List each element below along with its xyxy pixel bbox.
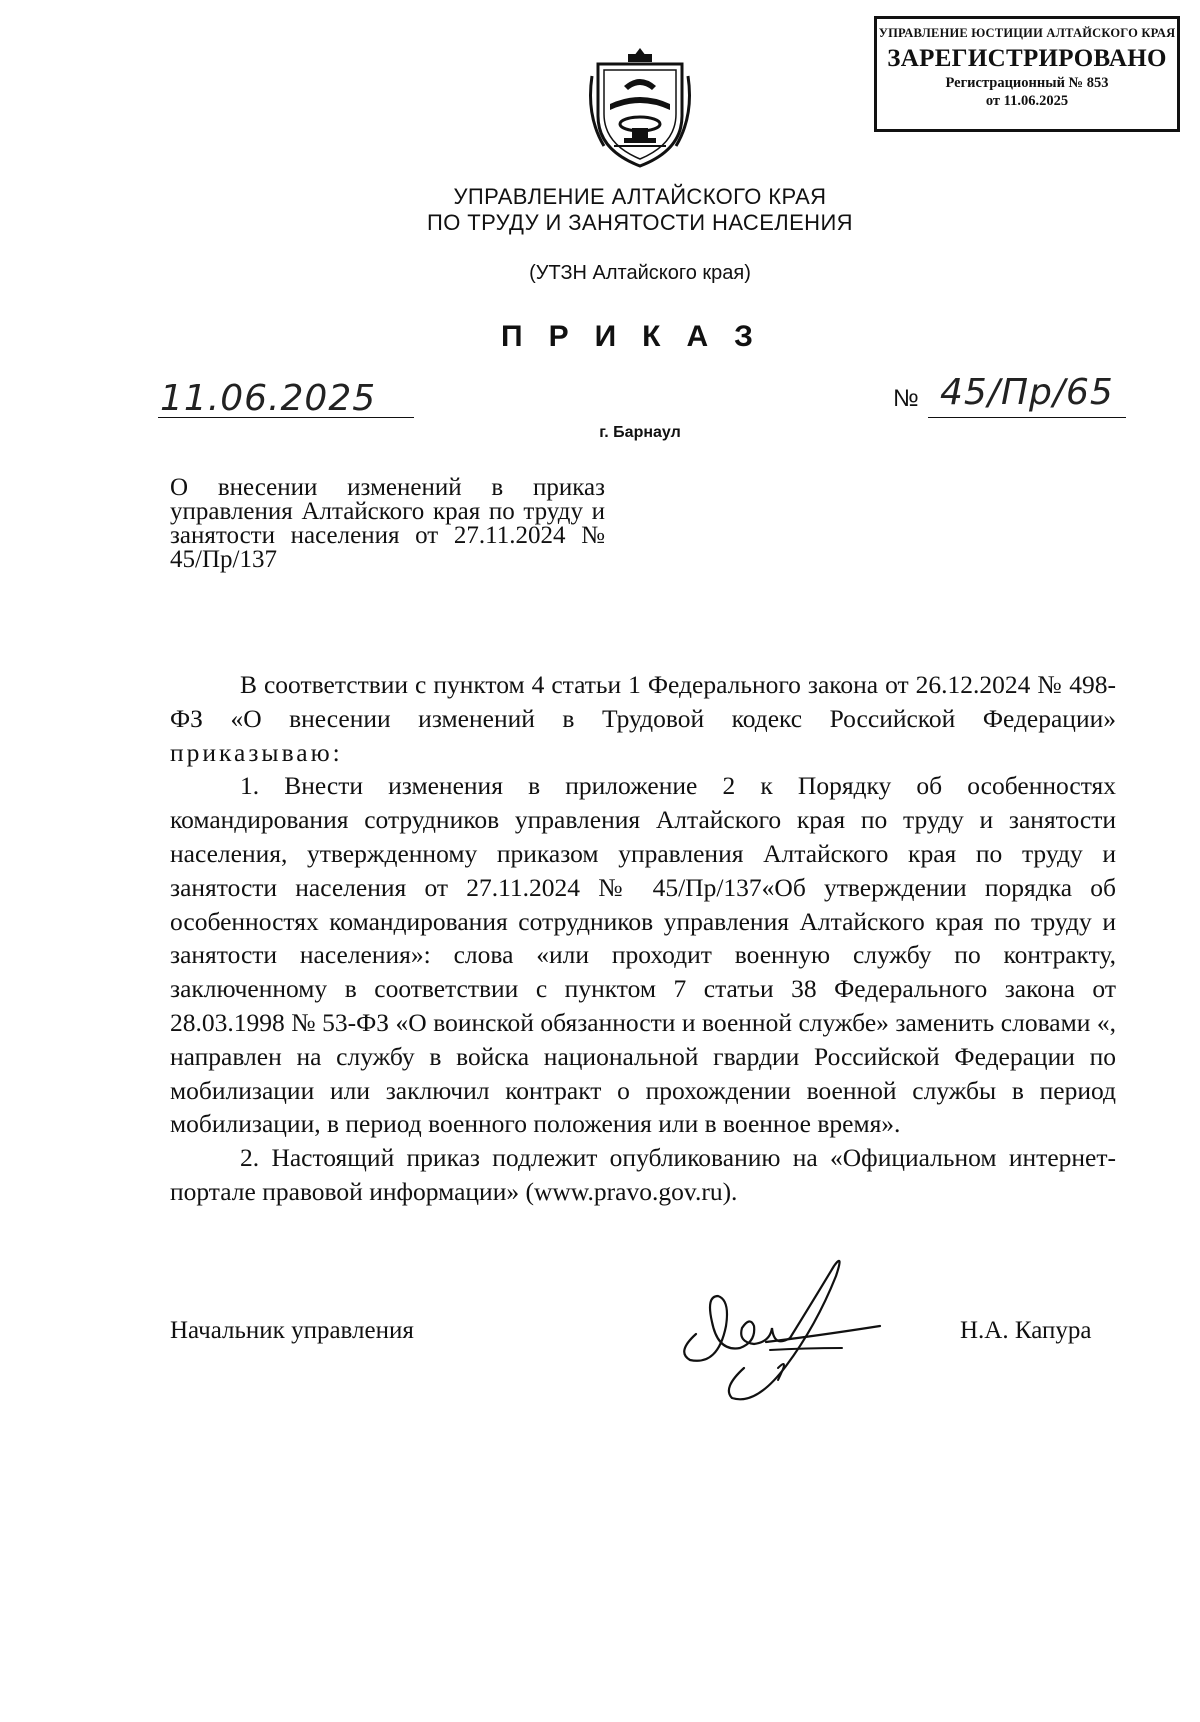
registration-stamp [874, 16, 1180, 132]
signer-position: Начальник управления [170, 1317, 414, 1344]
signer-name: Н.А. Капура [960, 1317, 1092, 1344]
preamble-text: В соответствии с пунктом 4 статьи 1 Федерального закона от 26.12.2024 № 498-ФЗ «О внесении изменений в Трудовой кодекс Российской Федерации» [170, 670, 1116, 733]
number-label: № [893, 385, 919, 412]
org-name-line1: УПРАВЛЕНИЕ АЛТАЙСКОГО КРАЯ [453, 184, 827, 209]
stamp-reg-date: от 11.06.2025 [985, 93, 1069, 109]
document-type: ПРИКАЗ [501, 320, 779, 353]
number-underline [928, 417, 1126, 418]
stamp-reg-number: Регистрационный № 853 [945, 75, 1109, 91]
city: г. Барнаул [599, 424, 681, 441]
item-2: 2. Настоящий приказ подлежит опубликованию на «Официальном интернет-портале правовой информации» (www.pravo.gov.ru). [170, 1143, 1116, 1206]
stamp-org: УПРАВЛЕНИЕ ЮСТИЦИИ АЛТАЙСКОГО КРАЯ [878, 26, 1176, 40]
org-abbreviation: (УТЗН Алтайского края) [529, 262, 751, 284]
document-body [170, 668, 1116, 1209]
preamble-paragraph [170, 668, 1116, 769]
order-word: приказываю: [170, 737, 343, 767]
item-1: 1. Внести изменения в приложение 2 к Порядку об особенностях командирования сотрудников управления Алтайского края по труду и занятости населения, утвержденному приказом управления Алтайского края по труду и занятости населения от 27.11.2024 № 45/Пр/137«Об утверждении порядка об особенностях командирования сотрудников управления Алтайского края по труду и занятости населения»: слова «или проходит военную службу по контракту, заключенному в соответствии с пунктом 7 статьи 38 Федерального закона от 28.03.1998 № 53-ФЗ «О воинской обязанности и военной службе» заменить словами «, направлен на службу в войска национальной гвардии Российской Федерации по мобилизации или заключил контракт о прохождении военной службы в период мобилизации, в период военного положения или в военное время». [170, 771, 1116, 1139]
date-underline [158, 417, 414, 418]
coat-of-arms-icon [584, 46, 696, 170]
document-date: 11.06.2025 [160, 378, 377, 419]
stamp-status: ЗАРЕГИСТРИРОВАНО [887, 45, 1167, 72]
handwritten-signature [666, 1256, 906, 1416]
document-number: 45/Пр/65 [940, 372, 1114, 413]
document-subject: О внесении изменений в приказ управления Алтайского края по труду и занятости населения от 27.11.2024 № 45/Пр/137 [170, 474, 605, 573]
org-name-line2: ПО ТРУДУ И ЗАНЯТОСТИ НАСЕЛЕНИЯ [427, 210, 853, 235]
